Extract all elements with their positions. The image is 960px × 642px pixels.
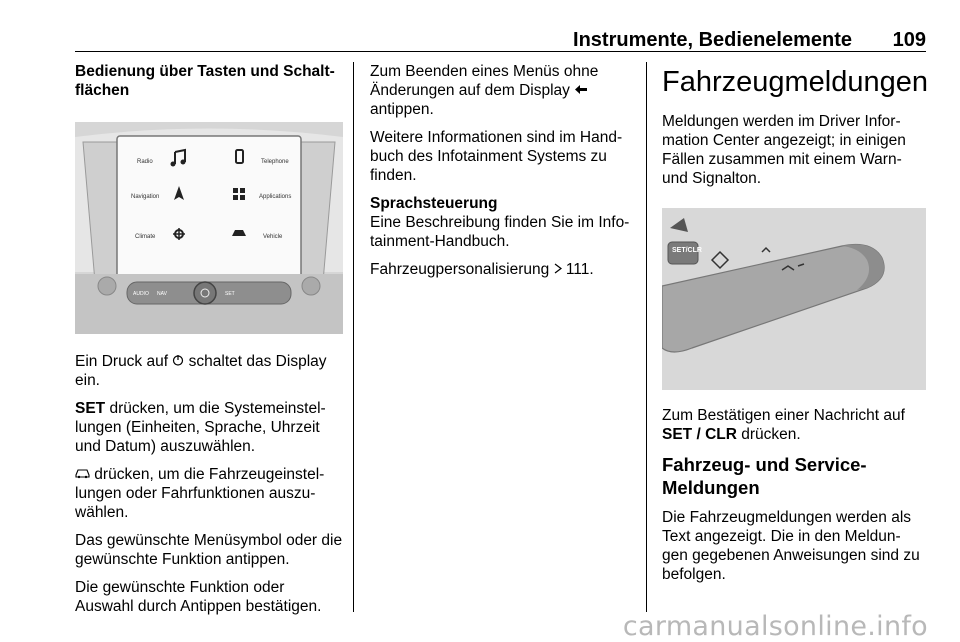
column-divider-2 [646, 62, 647, 612]
watermark: carmanualsonline.info [622, 611, 928, 642]
paragraph-confirm: Die gewünschte Funktion oder Auswahl durch Antippen bestätigen. [75, 579, 322, 615]
fig-label-vehicle: Vehicle [263, 234, 283, 240]
paragraph-menu-symbol: Das gewünschte Menüsymbol oder die gewünschte Funktion antippen. [75, 532, 343, 568]
paragraph-service-messages: Die Fahrzeugmeldungen werden als Text angezeigt. Die in den Meldun-gen gegebenen Anweisungen sind zu befolgen. [662, 509, 920, 583]
column-2 [370, 62, 632, 288]
paragraph-power: Ein Druck auf schaltet das Display ein. [75, 353, 327, 389]
page-header [75, 24, 926, 52]
fig-btn-nav: NAV [157, 291, 167, 297]
stalk-label: SET/CLR [672, 247, 702, 254]
paragraph-exit-menu: Zum Beenden eines Menüs ohne Änderungen auf dem Display antippen. [370, 63, 599, 118]
service-messages-heading: Fahrzeug- und Service-Meldungen [662, 454, 867, 498]
paragraph-vehicle: drücken, um die Fahrzeugeinstel-lungen oder Fahrfunktionen auszu-wählen. [75, 466, 325, 521]
power-knob-icon [194, 282, 216, 304]
stalk-figure [662, 208, 926, 390]
paragraph-personalisation: Fahrzeugpersonalisierung 111. [370, 261, 594, 278]
paragraph-set: SET drücken, um die Systemeinstel-lungen (Einheiten, Sprache, Uhrzeit und Datum) auszuwählen. [75, 400, 326, 455]
running-title: Instrumente, Bedienelemente [573, 29, 852, 51]
power-icon [172, 352, 184, 371]
right-knob-icon [302, 277, 320, 295]
paragraph-more-info: Weitere Informationen sind im Hand-buch des Infotainment Systems zu finden. [370, 129, 623, 184]
column-divider-1 [353, 62, 354, 612]
paragraph-voice-control: Eine Beschreibung finden Sie im Info-tainment-Handbuch. [370, 214, 630, 250]
page-reference-icon [554, 260, 562, 279]
stalk-illustration [662, 208, 926, 390]
fig-label-telephone: Telephone [261, 159, 289, 165]
back-arrow-icon [574, 81, 588, 100]
fig-btn-audio: AUDIO [133, 291, 149, 297]
section-heading: Bedienung über Tasten und Schalt-flächen [75, 63, 335, 99]
fig-label-radio: Radio [137, 159, 153, 165]
header-rule [75, 51, 926, 52]
voice-control-heading: Sprachsteuerung [370, 195, 498, 212]
column-3 [662, 62, 929, 593]
fig-label-applications: Applications [259, 194, 292, 200]
column-1 [75, 62, 343, 625]
vehicle-icon [75, 465, 90, 484]
left-knob-icon [98, 277, 116, 295]
section-title: Fahrzeugmeldungen [662, 66, 929, 98]
infotainment-figure [75, 122, 343, 334]
fig-btn-set: SET [225, 291, 235, 297]
infotainment-illustration [75, 122, 343, 334]
fig-label-climate: Climate [135, 234, 156, 240]
page-number: 109 [892, 29, 926, 51]
fig-label-navigation: Navigation [131, 194, 160, 200]
paragraph-messages: Meldungen werden im Driver Infor-mation Center angezeigt; in einigen Fällen zusammen mit einem Warn-und Signalton. [662, 113, 906, 187]
paragraph-confirm-message: Zum Bestätigen einer Nachricht auf SET / CLR drücken. [662, 407, 905, 443]
